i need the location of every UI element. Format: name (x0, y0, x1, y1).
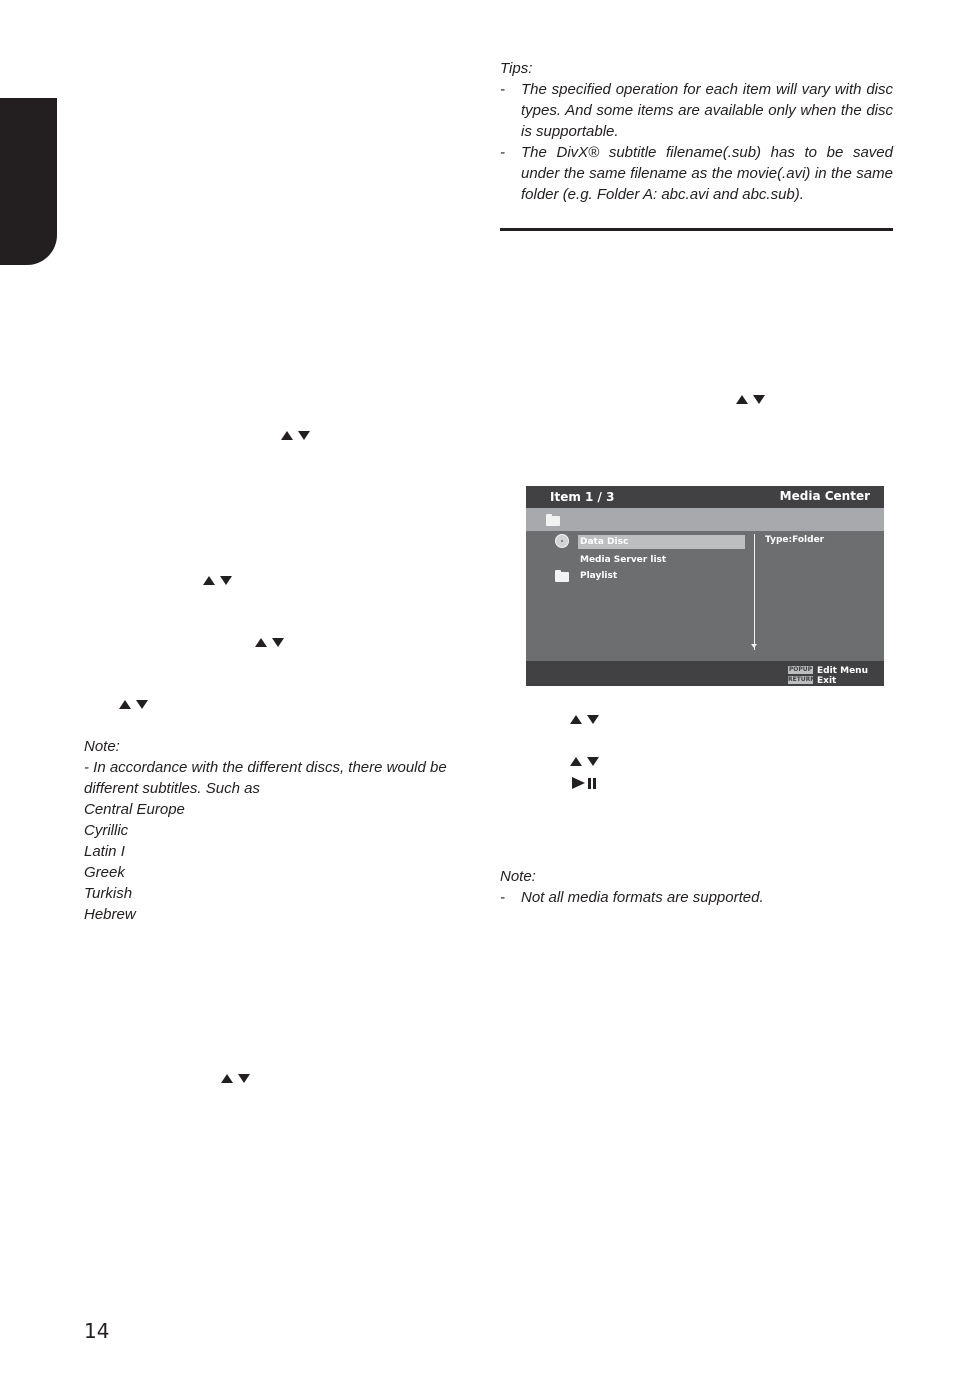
tips-item-text: The specified operation for each item will vary with disc types. And some items are available only when the disc is supportable. (521, 81, 893, 140)
screen-footer (526, 661, 884, 686)
folder-icon (546, 516, 560, 526)
media-format-note (500, 866, 893, 908)
note-heading: Note: (500, 868, 536, 885)
down-triangle-icon (587, 715, 599, 724)
encoding-item: Latin I (84, 843, 125, 860)
up-triangle-icon (736, 395, 748, 404)
up-triangle-icon (203, 576, 215, 585)
up-triangle-icon (570, 757, 582, 766)
section-divider (500, 228, 893, 231)
encoding-item: Hebrew (84, 906, 136, 923)
up-triangle-icon (119, 700, 131, 709)
exit-label: Exit (817, 676, 837, 686)
encoding-item: Cyrillic (84, 822, 129, 839)
scrollbar[interactable] (754, 534, 755, 650)
note-item: - Not all media formats are supported. (500, 889, 764, 906)
media-center-screen (526, 486, 884, 686)
subtitle-note (84, 736, 484, 925)
disc-icon (555, 534, 569, 548)
down-triangle-icon (298, 431, 310, 440)
note-text: - In accordance with the different discs, there would be different subtitles. Such as (84, 759, 447, 797)
type-label: Type:Folder (765, 535, 825, 545)
edit-menu-label: Edit Menu (817, 666, 868, 676)
path-bar (526, 508, 884, 531)
list-item[interactable]: Data Disc (578, 535, 745, 549)
down-triangle-icon (136, 700, 148, 709)
encoding-item: Central Europe (84, 801, 185, 818)
up-down-arrows-icon (203, 576, 232, 585)
down-triangle-icon (753, 395, 765, 404)
up-down-arrows-icon (255, 638, 284, 647)
note-heading: Note: (84, 738, 120, 755)
tips-heading: Tips: (500, 60, 533, 77)
screen-title: Media Center (779, 489, 870, 503)
up-triangle-icon (221, 1074, 233, 1083)
up-down-arrows-icon (570, 715, 599, 724)
up-down-arrows-icon (281, 431, 310, 440)
down-triangle-icon (587, 757, 599, 766)
scroll-down-icon[interactable] (751, 644, 757, 648)
up-down-arrows-icon (221, 1074, 250, 1083)
up-triangle-icon (255, 638, 267, 647)
play-pause-icon (572, 777, 596, 789)
up-triangle-icon (281, 431, 293, 440)
tips-item-text: The DivX® subtitle filename(.sub) has to be saved under the same filename as the movie(.avi) in the same folder (e.g. Folder A: abc.avi and abc.sub). (521, 144, 893, 203)
up-down-arrows-icon (119, 700, 148, 709)
tips-item: - The DivX® subtitle filename(.sub) has to be saved under the same filename as the movie(.avi) in the same folder (e.g. Folder A: abc.avi and abc.sub). (500, 144, 893, 203)
list-item[interactable]: Playlist (580, 571, 618, 581)
tips-section (500, 58, 893, 205)
encoding-item: Turkish (84, 885, 133, 902)
encoding-item: Greek (84, 864, 125, 881)
down-triangle-icon (238, 1074, 250, 1083)
page-number: 14 (84, 1319, 110, 1343)
up-triangle-icon (570, 715, 582, 724)
up-down-arrows-icon (570, 757, 599, 766)
return-key-badge: RETURN (788, 676, 816, 683)
chapter-tab (0, 98, 57, 265)
item-count: Item 1 / 3 (550, 490, 615, 504)
note-item-text: Not all media formats are supported. (521, 889, 764, 906)
folder-icon (555, 572, 569, 582)
up-down-arrows-icon (736, 395, 765, 404)
screen-header (526, 486, 884, 508)
popup-key-badge: POPUP (788, 666, 813, 673)
tips-item: - The specified operation for each item will vary with disc types. And some items are available only when the disc is supportable. (500, 81, 893, 140)
down-triangle-icon (220, 576, 232, 585)
down-triangle-icon (272, 638, 284, 647)
list-item[interactable]: Media Server list (580, 555, 667, 565)
